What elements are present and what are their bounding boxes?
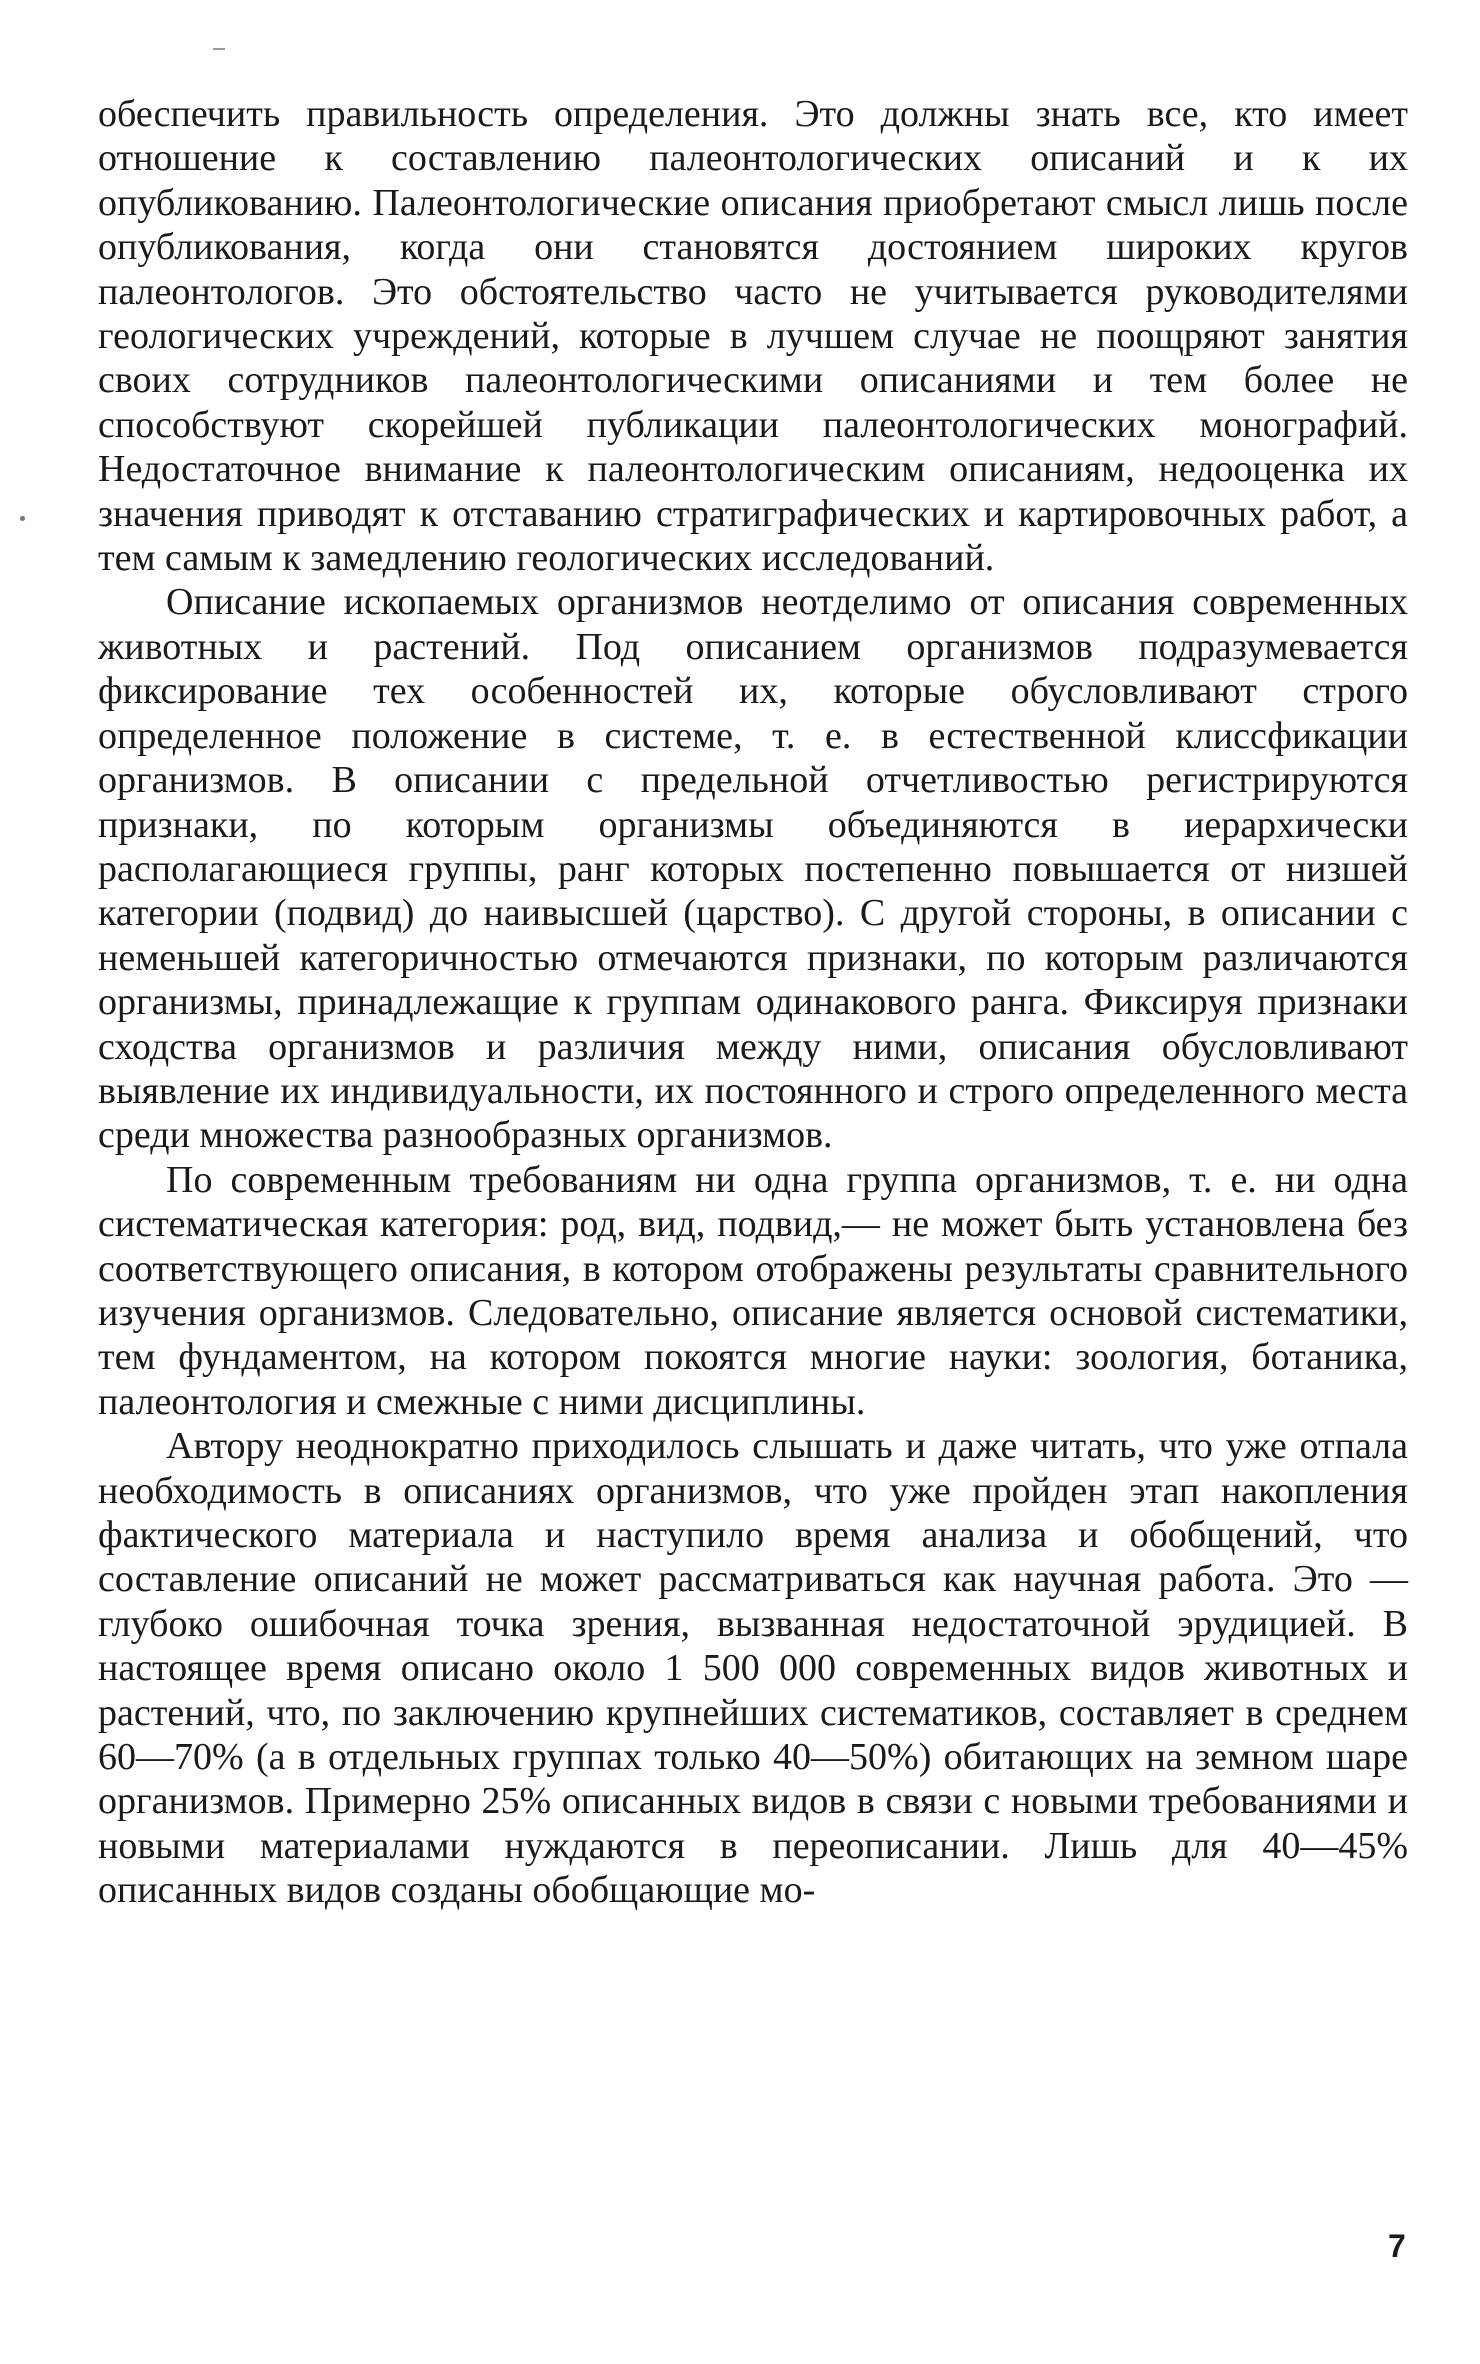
scan-margin-mark	[20, 516, 25, 521]
paragraph-author-remarks: Автору неоднократно приходилось слышать и даже читать, что уже отпала необходимость в описаниях организмов, что уже пройден этап накопления фактического материала и наступило время анализа и обобщений, что составление описаний не может рассматриваться как научная работа. Это — глубоко ошибочная точка зрения, вызванная недостаточной эрудицией. В настоящее время описано около 1 500 000 современных видов животных и растений, что, по заключению крупнейших систематиков, составляет в среднем 60—70% (а в отдельных группах только 40—50%) обитающих на земном шаре организмов. Примерно 25% описанных видов в связи с новыми требованиями и новыми материалами нуждаются в переописании. Лишь для 40—45% описанных видов созданы обобщающие мо-	[98, 1425, 1408, 1912]
paragraph-description-of-organisms: Описание ископаемых организмов неотделимо от описания современных животных и растений. Под описанием организмов подразумевается фиксирование тех особенностей их, которые обусловливают строго определенное положение в системе, т. е. в естественной клиссфикации организмов. В описании с предельной отчетливостью регистрируются признаки, по которым организмы объединяются в иерархически располагающиеся группы, ранг которых постепенно повышается от низшей категории (подвид) до наивысшей (царство). С другой стороны, в описании с неменьшей категоричностью отмечаются признаки, по которым различаются организмы, принадлежащие к группам одинакового ранга. Фиксируя признаки сходства организмов и различия между ними, описания обусловливают выявление их индивидуальности, их постоянного и строго определенного места среди множества разнообразных организмов.	[98, 581, 1408, 1157]
page-number: 7	[1388, 2228, 1406, 2264]
paragraph-modern-requirements: По современным требованиям ни одна группа организмов, т. е. ни одна систематическая категория: род, вид, подвид,— не может быть установлена без соответствующего описания, в котором отображены результаты сравнительного изучения организмов. Следовательно, описание является основой систематики, тем фундаментом, на котором покоятся многие науки: зоология, ботаника, палеонтология и смежные с ними дисциплины.	[98, 1158, 1408, 1423]
paragraph-continuation: обеспечить правильность определения. Это должны знать все, кто имеет отношение к составлению палеонтологических описаний и к их опубликованию. Палеонтологические описания приобретают смысл лишь после опубликования, когда они становятся достоянием широких кругов палеонтологов. Это обстоятельство часто не учитывается руководителями геологических учреждений, которые в лучшем случае не поощряют занятия своих сотрудников палеонтологическими описаниями и тем более не способствуют скорейшей публикации палеонтологических монографий. Недостаточное внимание к палеонтологическим описаниям, недооценка их значения приводят к отставанию стратиграфических и картировочных работ, а тем самым к замедлению геологических исследований.	[98, 93, 1408, 580]
page-body	[98, 92, 1408, 2272]
scan-smudge	[213, 48, 225, 50]
